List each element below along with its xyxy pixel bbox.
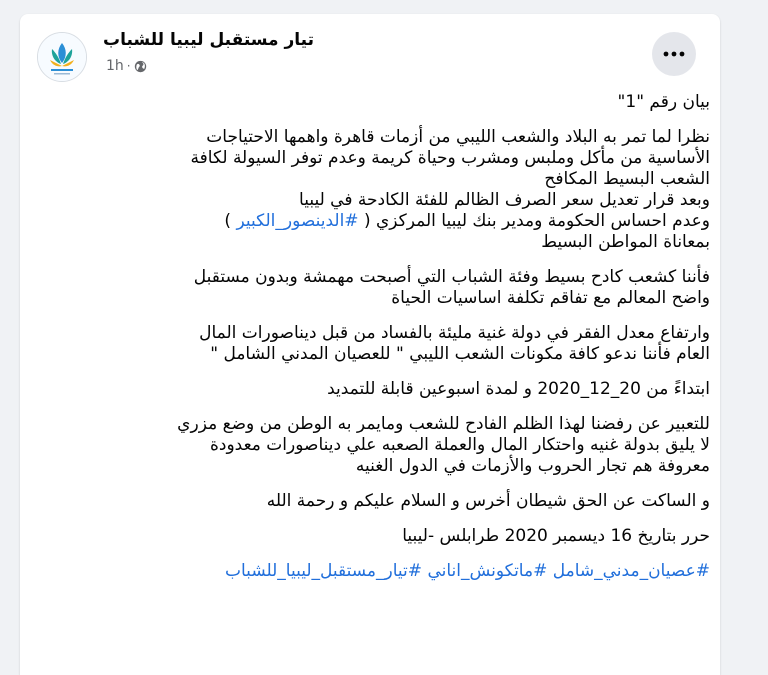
text-line: و الساكت عن الحق شيطان أخرس و السلام عليكم و رحمة الله	[266, 491, 710, 511]
post-text	[48, 92, 710, 596]
globe-icon[interactable]	[134, 60, 147, 73]
text-line: وارتفاع معدل الفقر في دولة غنية مليئة بالفساد من قبل ديناصورات المال	[199, 323, 710, 343]
hashtag-link[interactable]: #الدينصور_الكبير	[236, 211, 359, 231]
post-meta	[106, 58, 147, 74]
text-line: بمعاناة المواطن البسيط	[541, 232, 710, 252]
hashtag-line	[48, 561, 710, 582]
text-line: الشعب البسيط المكافح	[544, 169, 710, 189]
more-options-icon	[663, 51, 685, 57]
text-line-with-hashtag	[48, 211, 710, 232]
paragraph-closing	[48, 491, 710, 512]
page-logo-icon	[38, 33, 86, 81]
text-line: حرر بتاريخ 16 ديسمبر 2020 طرابلس -ليبيا	[402, 526, 710, 546]
text-line: واضح المعالم مع تفاقم تكلفة اساسيات الحياة	[391, 288, 710, 308]
text-line: لا يليق بدولة غنيه واحتكار المال والعملة الصعبه علي ديناصورات معدودة	[209, 435, 710, 455]
meta-separator: ·	[126, 59, 131, 73]
page-name-link[interactable]: تيار مستقبل ليبيا للشباب	[103, 30, 314, 50]
hashtag-link[interactable]: #تيار_مستقبل_ليبيا_للشباب	[225, 561, 423, 581]
more-options-button[interactable]	[652, 32, 696, 76]
hashtag-link[interactable]: #ماتكونش_اناني	[427, 561, 548, 581]
text-fragment: وعدم احساس الحكومة ومدير بنك ليبيا المركزي (	[358, 211, 710, 231]
text-line: فأننا كشعب كادح بسيط وفئة الشباب التي أصبحت مهمشة وبدون مستقبل	[193, 267, 710, 287]
text-fragment: )	[224, 211, 237, 231]
text-line: العام فأننا ندعو كافة مكونات الشعب الليبي " للعصيان المدني الشامل "	[210, 344, 710, 364]
text-line: الأساسية من مأكل وملبس ومشرب وحياة كريمة وعدم توفر السيولة لكافة	[190, 148, 710, 168]
text-line: بيان رقم "1"	[617, 92, 710, 112]
paragraph-youth	[48, 267, 710, 309]
paragraph-reason	[48, 414, 710, 477]
post-card	[20, 14, 720, 675]
text-line: معروفة هم تجار الحروب والأزمات في الدول الغنيه	[355, 456, 710, 476]
page-avatar[interactable]	[37, 32, 87, 82]
text-line: ابتداءً من 20_12_2020 و لمدة اسبوعين قابلة للتمديد	[327, 379, 710, 399]
hashtag-link[interactable]: #عصيان_مدني_شامل	[552, 561, 710, 581]
text-line: وبعد قرار تعديل سعر الصرف الظالم للفئة الكادحة في ليبيا	[299, 190, 710, 210]
paragraph-intro	[48, 127, 710, 253]
statement-title	[48, 92, 710, 113]
text-line: نظرا لما تمر به البلاد والشعب الليبي من أزمات قاهرة واهمها الاحتياجات	[206, 127, 710, 147]
paragraph-signature	[48, 526, 710, 547]
text-line: للتعبير عن رفضنا لهذا الظلم الفادح للشعب ومايمر به الوطن من وضع مزري	[177, 414, 710, 434]
post-timestamp[interactable]: 1h	[106, 58, 124, 74]
paragraph-start-date	[48, 379, 710, 400]
paragraph-poverty	[48, 323, 710, 365]
